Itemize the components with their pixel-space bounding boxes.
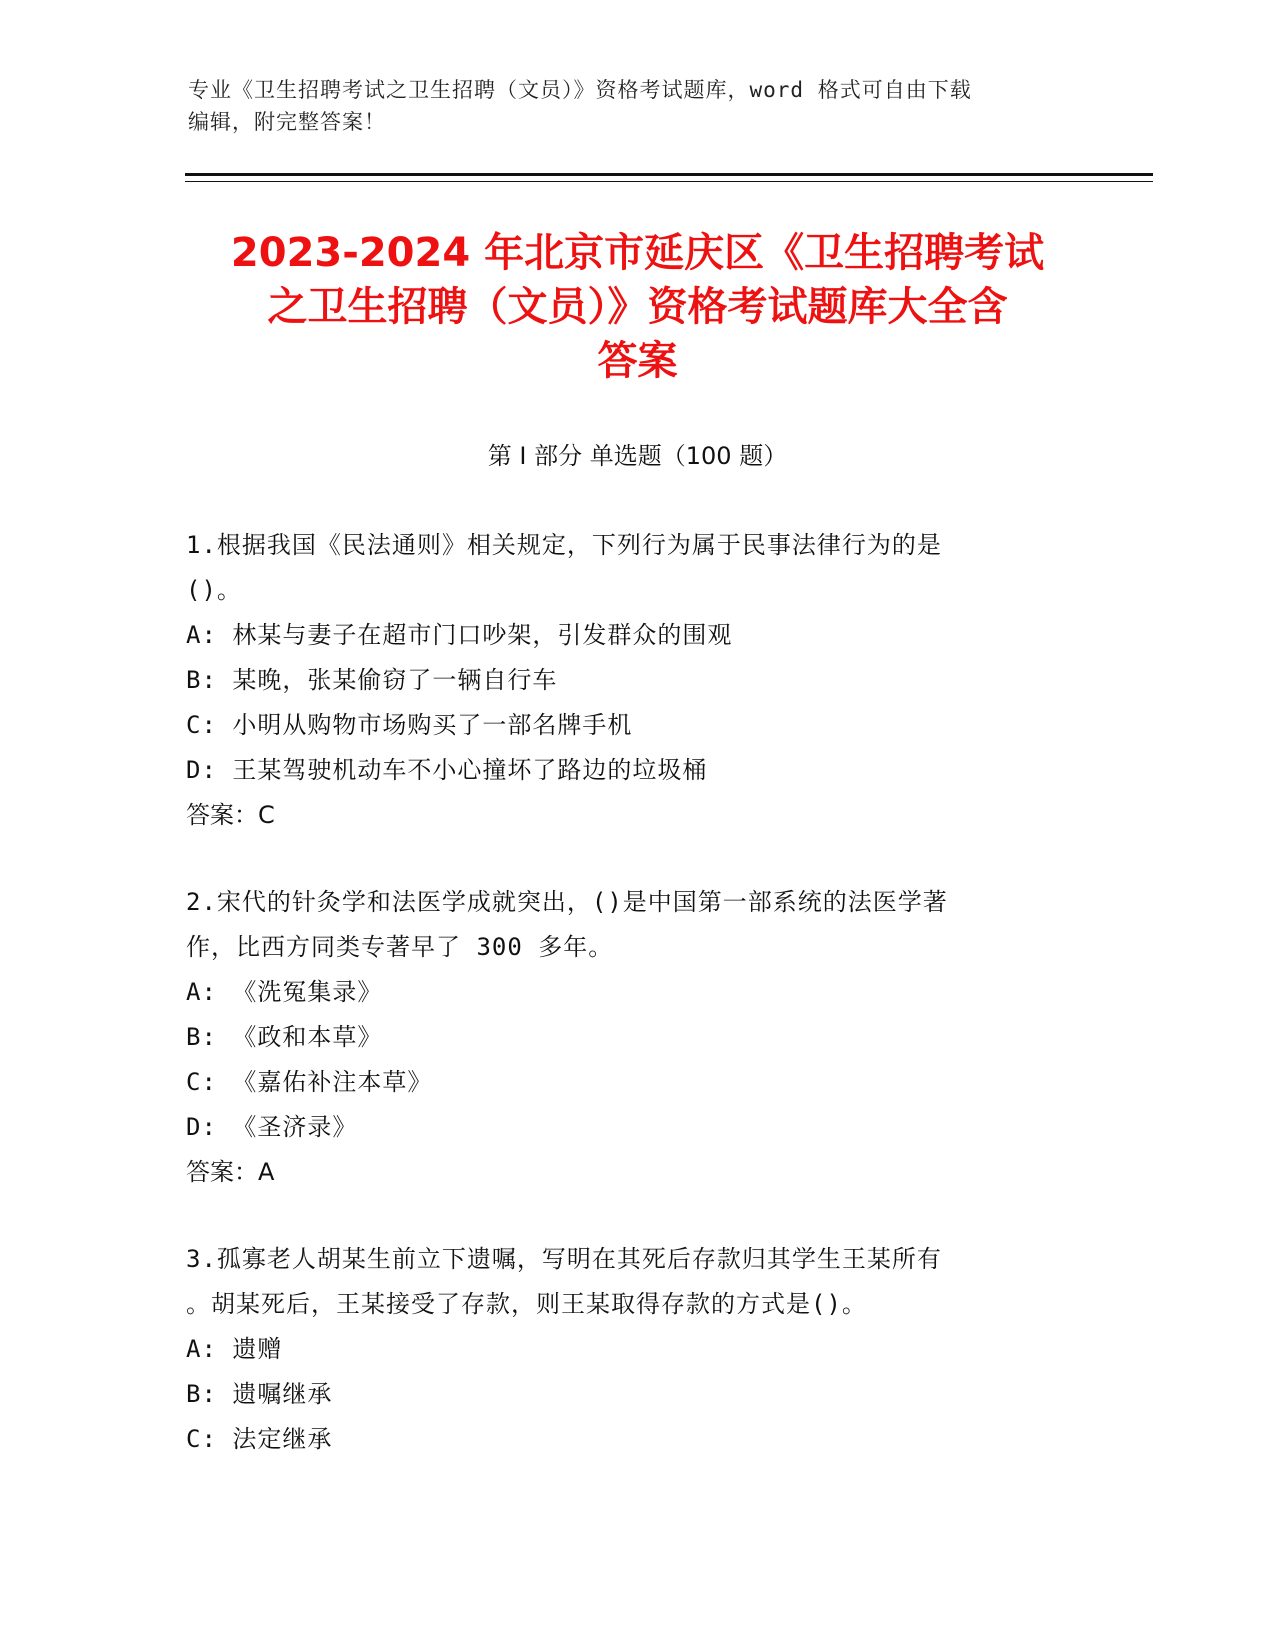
option-b: B: 某晚，张某偷窃了一辆自行车 [186,666,558,694]
question-1 [186,523,1066,838]
option-a: A: 遗赠 [186,1335,283,1363]
question-3 [186,1237,1066,1462]
option-a: A: 林某与妻子在超市门口吵架，引发群众的围观 [186,621,733,649]
header-note [188,74,1088,138]
option-d: D: 《圣济录》 [186,1113,358,1141]
option-d: D: 王某驾驶机动车不小心撞坏了路边的垃圾桶 [186,756,708,784]
option-c: C: 小明从购物市场购买了一部名牌手机 [186,711,633,739]
question-2 [186,880,1066,1195]
question-stem-line: ()。 [186,576,242,604]
header-divider-thick [185,173,1153,176]
question-list [186,523,1066,1504]
document-title-line-1: 2023-2024 年北京市延庆区《卫生招聘考试 [230,230,1045,276]
question-stem-line: 1.根据我国《民法通则》相关规定，下列行为属于民事法律行为的是 [186,531,942,559]
document-title [180,226,1095,388]
header-note-line-2: 编辑，附完整答案！ [188,110,386,134]
question-stem-line: 3.孤寡老人胡某生前立下遗嘱，写明在其死后存款归其学生王某所有 [186,1245,942,1273]
header-note-line-1: 专业《卫生招聘考试之卫生招聘（文员）》资格考试题库，word 格式可自由下载 [188,78,972,102]
option-b: B: 《政和本草》 [186,1023,383,1051]
answer-line: 答案：C [186,801,275,829]
option-a: A: 《洗冤集录》 [186,978,383,1006]
header-divider-thin [185,181,1153,182]
option-c: C: 《嘉佑补注本草》 [186,1068,433,1096]
option-c: C: 法定继承 [186,1425,333,1453]
question-stem-line: 。胡某死后，王某接受了存款，则王某取得存款的方式是()。 [186,1290,867,1318]
option-b: B: 遗嘱继承 [186,1380,333,1408]
answer-line: 答案：A [186,1158,275,1186]
document-title-line-3: 答案 [597,338,678,384]
question-stem-line: 作，比西方同类专著早了 300 多年。 [186,933,614,961]
document-title-line-2: 之卫生招聘（文员）》资格考试题库大全含 [267,284,1008,330]
question-stem-line: 2.宋代的针灸学和法医学成就突出，()是中国第一部系统的法医学著 [186,888,948,916]
section-title: 第 I 部分 单选题（100 题） [487,442,788,470]
